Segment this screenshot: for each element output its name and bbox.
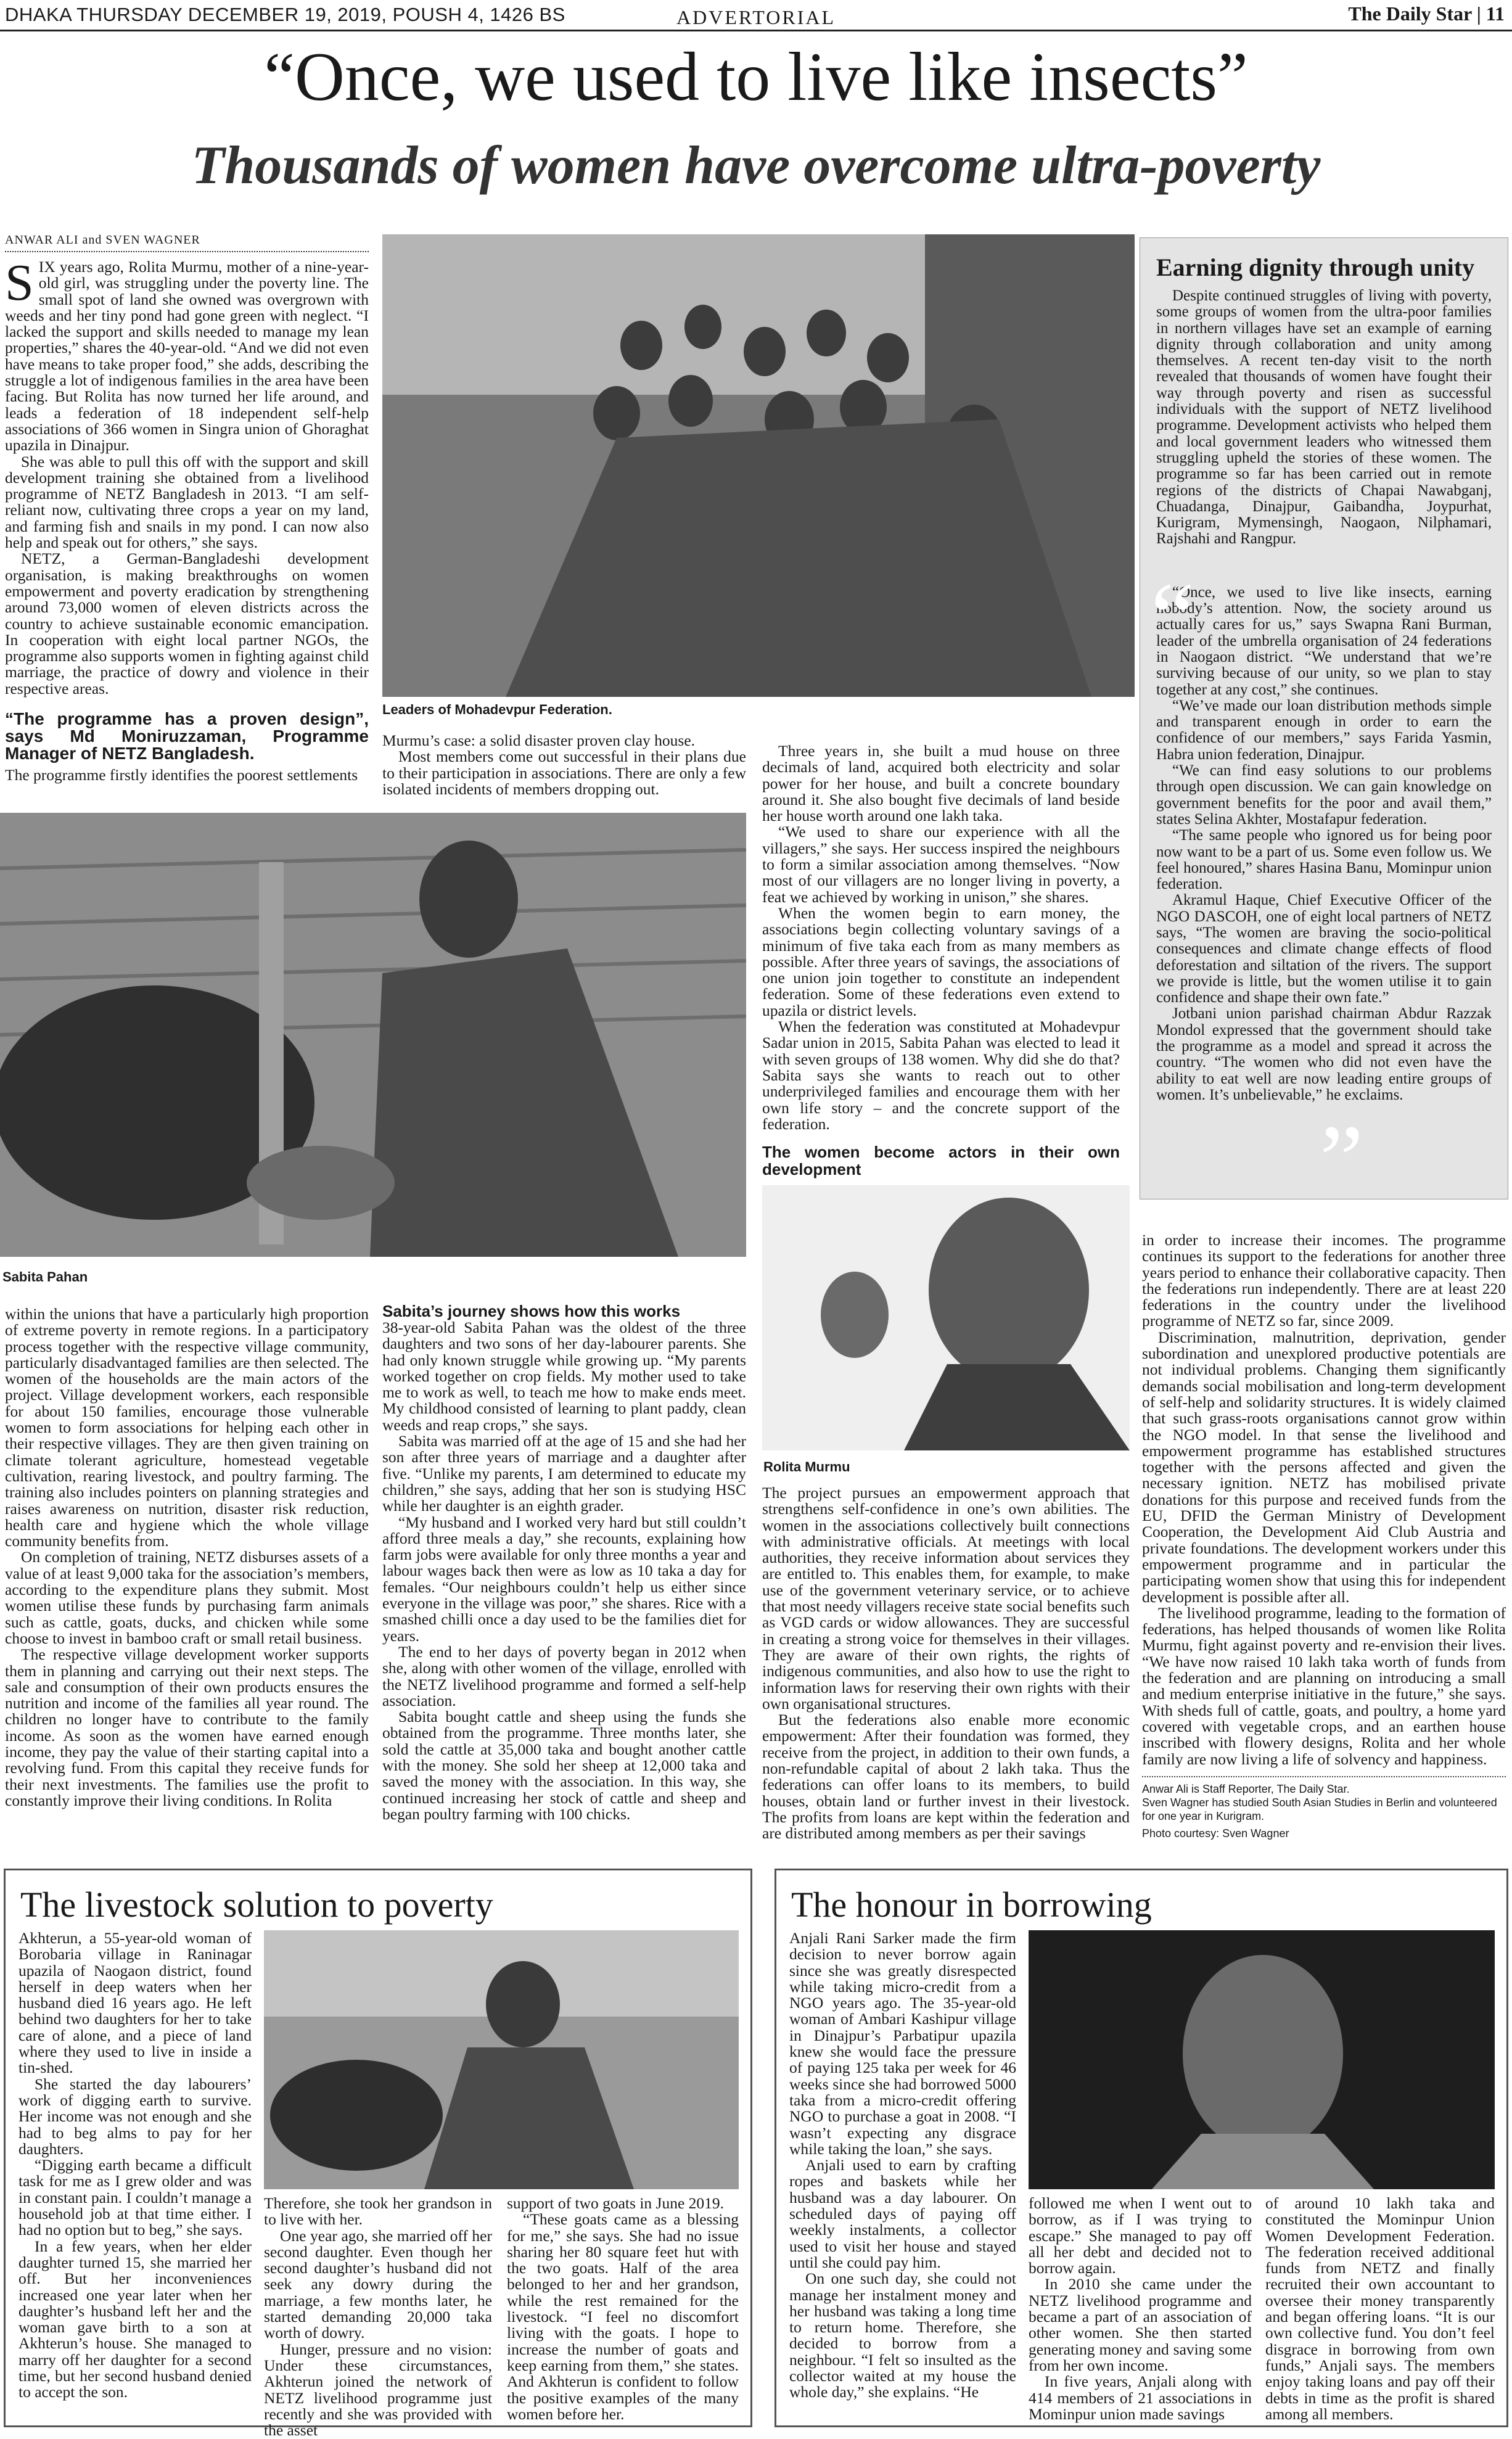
para: Anjali Rani Sarker made the firm decision to never borrow again since she was greatly disrespected while taking micro-credit from a NGO years ago. The 35-year-old woman of Ambari Kashipur village in Dinajpur’s Parbatipur upazila knew she would face the pressure of paying 125 taka per week for 46 weeks since she had borrowed 5000 taka from a micro-credit offering NGO to purchase a goat in 2008. “I wasn’t expecting any disgrace while taking the loan,” she says. bbox=[789, 1929, 1016, 2158]
para: But the federations also enable more economic empowerment: After their foundation was formed, they receive from the project, in addition to their own funds, a non-refundable capital of about 2 lakh taka. Thus the federations can offer loans to its members, to build houses, obtain land or further invest in their livestock. The profits from loans are kept within the federation and are distributed among members as per their savings bbox=[762, 1711, 1130, 1843]
open-quote-icon: “ bbox=[1151, 562, 1195, 672]
sidebar-earning-dignity bbox=[1140, 237, 1508, 1199]
para: Akhterun, a 55-year-old woman of Borobaria village in Raninagar upazila of Naogaon district, found herself in deep waters when her husband died 16 years ago. He left behind two daughters for her to take care of alone, and a piece of land where they used to live in inside a tin-shed. bbox=[18, 1929, 252, 2077]
byline: ANWAR ALI and SVEN WAGNER bbox=[5, 233, 369, 252]
honour-col3 bbox=[1265, 2195, 1495, 2422]
para: support of two goats in June 2019. bbox=[507, 2194, 725, 2212]
para: Jotbani union parishad chairman Abdur Razzak Mondol expressed that the government should take the programme as a model and spread it across the country. “The women who did not even have the ability to eat well are now leading entire groups of women. It’s unbelievable,” he exclaims. bbox=[1156, 1005, 1492, 1103]
rolita-photo bbox=[762, 1185, 1130, 1450]
section-label: ADVERTORIAL bbox=[676, 6, 836, 28]
anjali-photo bbox=[1029, 1930, 1495, 2189]
para: She started the day labourers’ work of digging earth to survive. Her income was not enough and she had to beg alms to pay for her daughters. bbox=[18, 2075, 252, 2158]
para: “Digging earth became a difficult task for me as I grew older and was in constant pain. I couldn’t manage a household job at that time either. I had no option but to beg,” she says. bbox=[18, 2156, 252, 2239]
honour-col1 bbox=[789, 1930, 1016, 2401]
article-col2-bottom bbox=[382, 1302, 746, 1822]
para: The end to her days of poverty began in 2012 when she, along with other women of the village, enrolled with the NETZ livelihood programme and formed a self-help association. bbox=[382, 1642, 746, 1709]
headline: “Once, we used to live like insects” bbox=[264, 39, 1248, 115]
article-col1-bottom bbox=[5, 1306, 369, 1809]
para: in order to increase their incomes. The programme continues its support to the federations for another three years period to enhance their collaborative capacity. Then the federations run independently. There are at least 220 federations in the country under the livelihood programme of NETZ so far, since 2009. bbox=[1142, 1231, 1506, 1330]
para: Most members come out successful in their plans due to their participation in associations. There are only a few isolated incidents of members dropping out. bbox=[382, 747, 746, 798]
credits bbox=[1142, 1776, 1506, 1840]
dateline: DHAKA THURSDAY DECEMBER 19, 2019, POUSH 4, 1426 BS bbox=[5, 4, 565, 25]
para: In five years, Anjali along with 414 members of 21 associations in Mominpur union made savings bbox=[1029, 2372, 1252, 2423]
para: Despite continued struggles of living with poverty, some groups of women from the ultra-poor families in northern villages have set an example of earning dignity through collaboration and unity among themselves. A recent ten-day visit to the north revealed that thousands of women have fought their way through poverty and risen as successful individuals with the support of NETZ livelihood programme. Development activists who helped them and local government leaders who witnessed them struggling upheld the stories of these women. The programme so far has been carried out in remote regions of the districts of Chapai Nawabganj, Chuadanga, Dinajpur, Gaibandha, Joypurhat, Kurigram, Mymensingh, Naogaon, Nilphamari, Rajshahi and Rangpur. bbox=[1156, 287, 1492, 548]
para: “My husband and I worked very hard but still couldn’t afford three meals a day,” she recounts, explaining how farm jobs were available for only three months a year and labour wages back then were as low as 10 taka a day for females. “Our neighbours couldn’t help us either since everyone in the village was poor,” she shares. Rice with a smashed chilli once a day used to be the families diet for years. bbox=[382, 1513, 746, 1645]
para: The respective village development worker supports them in planning and carrying out their next steps. The sale and consumption of their own products ensures the nutrition and income of the families all year round. The children no longer have to contribute to the family income. As soon as the women have earned enough income, they pay the value of their starting capital into a revolving fund. From this capital they receive funds for their next investments. The families use the profit to constantly improve their living conditions. In Rolita bbox=[5, 1645, 369, 1809]
para: of around 10 lakh taka and constituted the Mominpur Union Women Development Federation. The federation received additional funds from NETZ and finally recruited their own accountant to oversee their money transparently and began offering loans. “It is our own collective fund. You don’t feel disgrace in borrowing from own funds,” Anjali says. The members enjoy taking loans and pay off their debts in time as the profit is shared among all members. bbox=[1265, 2194, 1495, 2423]
pull-quote: “The programme has a proven design”, says Md Moniruzzaman, Programme Manager of NETZ Bangladesh. bbox=[5, 709, 369, 763]
credit-line: Anwar Ali is Staff Reporter, The Daily Star. bbox=[1142, 1782, 1350, 1795]
credit-line: Photo courtesy: Sven Wagner bbox=[1142, 1827, 1289, 1840]
para: followed me when I went out to borrow, as if I was trying to escape.” She managed to pay off all her debt and decided not to borrow again. bbox=[1029, 2194, 1252, 2277]
subhead: The women become actors in their own development bbox=[762, 1143, 1120, 1179]
honour-col2 bbox=[1029, 2195, 1252, 2422]
para: On one such day, she could not manage her instalment money and her husband was taking a long time to return home. Therefore, she decided to borrow from a neighbour. “I felt so insulted as the collector waited at my house the whole day,” she explains. “He bbox=[789, 2269, 1016, 2401]
para: “We can find easy solutions to our problems through open discussion. We can gain knowledge on government benefits for the poor and avail them,” states Selina Akhter, Mostafapur federation. bbox=[1156, 762, 1492, 828]
livestock-col2 bbox=[264, 2195, 492, 2438]
para: Murmu’s case: a solid disaster proven clay house. bbox=[382, 731, 696, 749]
para: Discrimination, malnutrition, deprivation, gender subordination and unexplored productive potentials are not individual problems. Changing them significantly demands social mobilisation and long-term development of self-help and solidarity structures. It is widely claimed that such grass-roots organisations cannot grow within the NGO model. In that sense the livelihood and empowerment programme has established structures together with the persons affected and given the necessary ignition. NETZ has mobilised private donations for this purpose and received funds from the EU, DFID the German Ministry of Development Cooperation, the Development Aid Club Austria and private foundations. The development workers under this empowerment programme and in particular the participating women show that using this for independent development is possible after all. bbox=[1142, 1328, 1506, 1606]
masthead-page: The Daily Star | 11 bbox=[1348, 2, 1505, 25]
para: “We used to share our experience with all the villagers,” she says. Her success inspired the neighbours to form a similar association among themselves. “Now most of our villagers are no longer living in poverty, a feat we achieved by working in unison,” she shares. bbox=[762, 823, 1120, 906]
para: Sabita was married off at the age of 15 and she had her son after three years of marriage and a daughter after five. “Unlike my parents, I am determined to educate my children,” she says, adding that her son is studying HSC while her daughter is an eighth grader. bbox=[382, 1432, 746, 1515]
para: Therefore, she took her grandson in to live with her. bbox=[264, 2194, 492, 2229]
livestock-col1 bbox=[18, 1930, 252, 2401]
para: “These goats came as a blessing for me,” she says. She had no issue sharing her 80 square feet hut with the two goats. Half of the area belonged to her and her grandson, while the rest remained for the livestock. “I feel no discomfort living with the goats. I hope to increase the number of goats and keep earning from them,” she states. And Akhterun is confident to follow the positive examples of the many women before her. bbox=[507, 2210, 739, 2423]
para: The project pursues an empowerment approach that strengthens self-confidence in one’s own abilities. The women in the associations collectively built connections with administrative officials. At meetings with local authorities, they receive information about services they are entitled to. This enables them, for example, to make use of the government veterinary service, or to achieve that most needy villagers receive state social benefits such as VGD cards or widow allowances. They are successful in creating a strong voice for themselves in their villages. They are aware of their own rights, the rights of indigenous communities, and also how to use the right to information laws for reserving their own rights with their own organisational structures. bbox=[762, 1484, 1130, 1713]
article-col1-top bbox=[5, 254, 369, 784]
para: “Once, we used to live like insects, earning nobody’s attention. Now, the society around us actually cares for us,” says Swapna Rani Burman, leader of the umbrella organisation of 24 federations in Naogaon district. “We understand that we’re surviving because of our unity, so we plan to stay together at any cost,” she continues. bbox=[1156, 583, 1492, 698]
para: When the women begin to earn money, the associations begin collecting voluntary savings of a minimum of five taka each from as many members as possible. After three years of savings, the associations of one union join together to constitute an independent federation. Some of these federations even extend to upazila or district levels. bbox=[762, 903, 1120, 1019]
rolita-photo-caption: Rolita Murmu bbox=[763, 1459, 850, 1475]
livestock-col3 bbox=[507, 2195, 739, 2422]
credit-line: Sven Wagner has studied South Asian Studies in Berlin and volunteered for one year in Kurigram. bbox=[1142, 1796, 1497, 1822]
para: NETZ, a German-Bangladeshi development organisation, is making breakthroughs on women empowerment and poverty eradication by strengthening around 73,000 women of eleven districts across the country to achieve sustainable economic emancipation. In cooperation with eight local partner NGOs, the programme also supports women in fighting against child marriage, the practice of dowry and violence in their respective areas. bbox=[5, 549, 369, 697]
subheadline: Thousands of women have overcome ultra-poverty bbox=[191, 136, 1321, 195]
para: When the federation was constituted at Mohadevpur Sadar union in 2015, Sabita Pahan was elected to lead it with seven groups of 138 women. Why did she do that? Sabita says she wants to reach out to other underprivileged families and encourage them with her own life story – and the concrete support of the federation. bbox=[762, 1018, 1120, 1133]
para: within the unions that have a particularly high proportion of extreme poverty in remote regions. In a participatory process together with the respective village community, particularly disadvantaged families are then selected. The women of the households are the main actors of the project. Village development workers, each responsible for about 150 families, encourage those vulnerable women to form associations for helping each other in their respective villages. They are then given training on climate tolerant agriculture, homestead vegetable cultivation, rearing livestock, and poultry farming. The training also includes pointers on planning strategies and raises awareness on nutrition, disaster risk reduction, health care and hygiene which the whole village community benefits from. bbox=[5, 1305, 369, 1550]
para: Anjali used to earn by crafting ropes and baskets while her husband was a day labourer. On scheduled days of paying off weekly instalments, a collector used to visit her house and stayed until she could pay him. bbox=[789, 2156, 1016, 2271]
subhead: Sabita’s journey shows how this works bbox=[382, 1302, 681, 1320]
close-quote-icon: ” bbox=[1320, 1104, 1364, 1214]
article-col3-mid bbox=[762, 743, 1120, 1178]
para: “We’ve made our loan distribution methods simple and transparent enough in order to earn the confidence of our members,” says Farida Yasmin, Habra union federation, Dinajpur. bbox=[1156, 697, 1492, 763]
para: The livelihood programme, leading to the formation of federations, has helped thousands of women like Rolita Murmu, fight against poverty and re-envision their lives. “We have now raised 10 lakh taka worth of funds from the federation and are planning on introducing a small and medium enterprise initiative in the future,” she says. With sheds full of cattle, goats, and poultry, a home yard covered with vegetable crops, and an earthen house inscribed with flowery designs, Rolita and her whole family are now living a life of solvency and happiness. bbox=[1142, 1603, 1506, 1768]
para: Sabita bought cattle and sheep using the funds she obtained from the programme. Three months later, she sold the cattle at 35,000 taka and bought another cattle with the money. She sold her sheep at 12,000 taka and saved the money with the association. In this way, she continued increasing her stock of cattle and sheep and began poultry farming with 100 chicks. bbox=[382, 1708, 746, 1823]
article-col2-mid bbox=[382, 733, 746, 797]
sabita-photo-caption: Sabita Pahan bbox=[2, 1269, 88, 1285]
para: On completion of training, NETZ disburses assets of a value of at least 9,000 taka for the association’s members, according to the expenditure plans they submit. Most women utilise these funds by purchasing farm animals such as cattle, goats, ducks, and chicken while some choose to invest in bamboo craft or small retail business. bbox=[5, 1548, 369, 1647]
sabita-photo bbox=[0, 813, 746, 1257]
para: 38-year-old Sabita Pahan was the oldest of the three daughters and two sons of her day-labourer parents. She had only known struggle while growing up. “My parents worked together on crop fields. My mother used to take me to work as well, to teach me how to make ends meet. My childhood consisted of learning to plant paddy, clean weeds and reap crops,” she says. bbox=[382, 1318, 746, 1434]
para: The programme firstly identifies the poorest settlements bbox=[5, 766, 358, 784]
para: She was able to pull this off with the support and skill development training she obtained from a livelihood programme of NETZ Bangladesh in 2013. “I am self-reliant now, cultivating three crops a year on my land, and farming fish and snails in my pond. I can now also help and speak out for others,” she says. bbox=[5, 452, 369, 552]
para: Akramul Haque, Chief Executive Officer of the NGO DASCOH, one of eight local partners of NETZ says, “The women are braving the socio-political consequences and climate change effects of flood deforestation and siltation of the rivers. The support we provide is little, but the women utilise it to gain confidence and shape their own fate.” bbox=[1156, 892, 1492, 1006]
akhterun-photo bbox=[264, 1930, 739, 2189]
para: In a few years, when her elder daughter turned 15, she married her off. But her inconveniences increased one year later when her daughter’s husband left her and the woman gave birth to a son at Akhterun’s house. She managed to marry off her daughter for a second time, but her second husband denied to accept the son. bbox=[18, 2237, 252, 2401]
para: “The same people who ignored us for being poor now want to be a part of us. Some even follow us. We feel honoured,” shares Hasina Banu, Mominpur union federation. bbox=[1156, 827, 1492, 893]
para: Three years in, she built a mud house on three decimals of land, acquired both electricity and solar power for her house, and built a concrete boundary around it. She also bought five decimals of land beside her house worth around one lakh taka. bbox=[762, 742, 1120, 825]
sidebar-title: Earning dignity through unity bbox=[1156, 253, 1475, 281]
article-col3-bottom bbox=[762, 1485, 1130, 1842]
para: IX years ago, Rolita Murmu, mother of a nine-year-old girl, was struggling under the poverty line. The small spot of land she owned was overgrown with weeds and her tiny pond had gone green with neglect. “I lacked the support and skills needed to manage my lean properties,” shares the 40-year-old. “And we did not even have means to take proper food,” she adds, describing the struggle a lot of indigenous families in the area have been facing. But Rolita has now turned her life around, and leads a federation of 18 independent self-help associations of 366 women in Singra union of Ghoraghat upazila in Dinajpur. bbox=[5, 258, 369, 454]
dropcap: S bbox=[5, 254, 34, 311]
group-photo-caption: Leaders of Mohadevpur Federation. bbox=[382, 702, 612, 717]
box-title: The honour in borrowing bbox=[791, 1885, 1152, 1925]
para: One year ago, she married off her second daughter. Even though her second daughter’s husband did not seek any dowry during the marriage, a few months later, he started demanding 20,000 taka worth of dowry. bbox=[264, 2226, 492, 2342]
article-col4-bottom bbox=[1142, 1232, 1506, 1840]
para: In 2010 she came under the NETZ livelihood programme and became a part of an association of other women. She then started generating money and saving some from her own income. bbox=[1029, 2275, 1252, 2374]
para: Hunger, pressure and no vision: Under these circumstances, Akhterun joined the network of NETZ livelihood programme just recently and she was provided with the asset bbox=[264, 2340, 492, 2439]
box-title: The livestock solution to poverty bbox=[20, 1885, 493, 1925]
quote-decor bbox=[1156, 548, 1492, 585]
group-photo bbox=[382, 234, 1135, 697]
